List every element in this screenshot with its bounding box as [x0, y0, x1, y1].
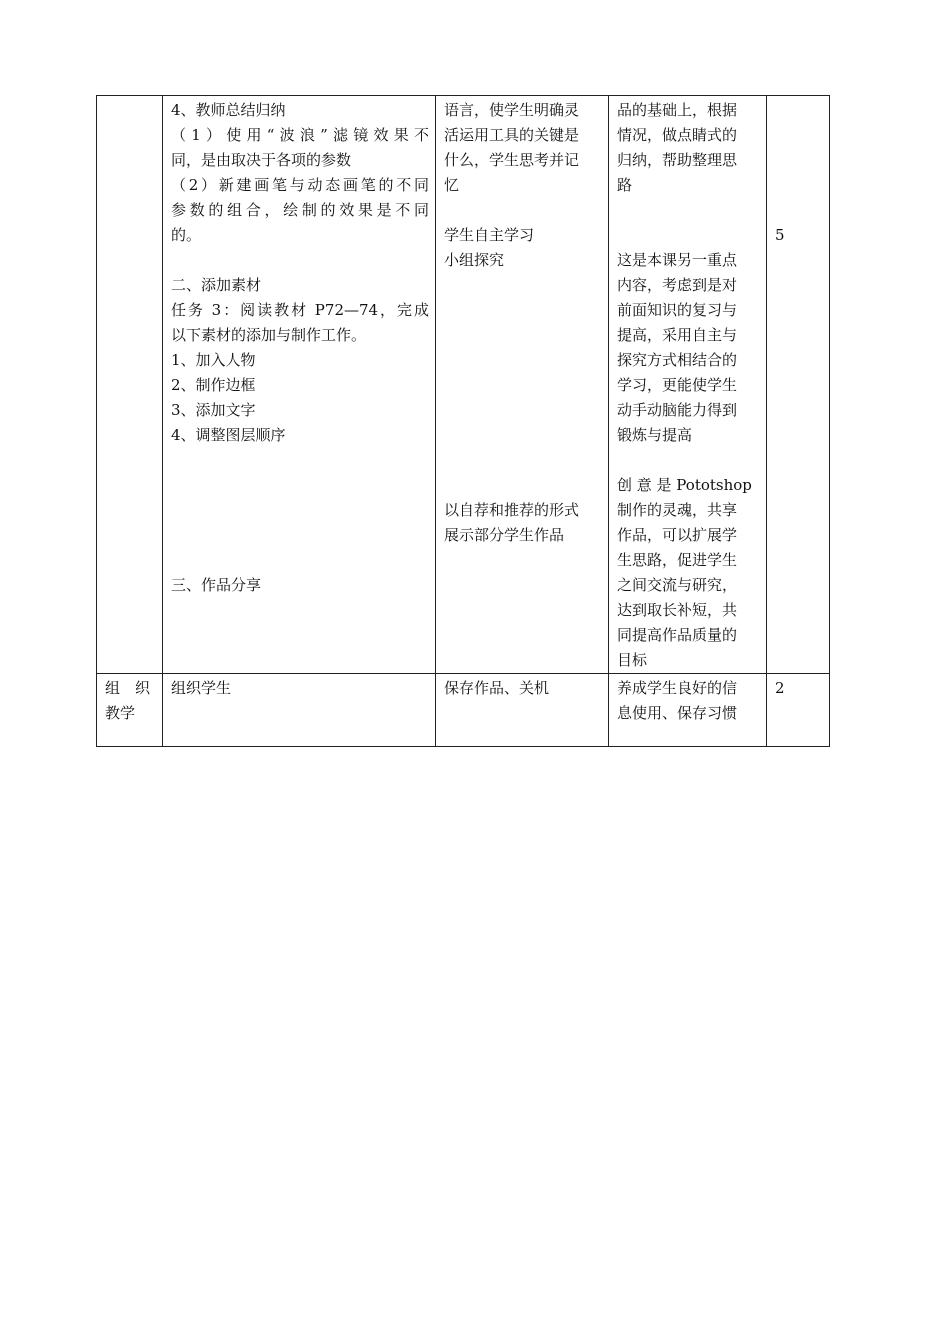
intent-line: 情况，做点睛式的 [617, 126, 738, 144]
time-cell: 5 [767, 96, 830, 674]
intent-line: 路 [617, 176, 633, 194]
activity-line: 语言，使学生明确灵 [444, 101, 580, 119]
intent-line: 制作的灵魂，共享 [617, 501, 738, 519]
activity-line: 活运用工具的关键是 [444, 126, 580, 144]
lesson-plan-table [96, 95, 830, 747]
content-line: 三、作品分享 [171, 576, 262, 594]
activity-line: 以自荐和推荐的形式 [444, 501, 580, 519]
table-row-summary [97, 96, 830, 674]
intent-line: 探究方式相结合的 [617, 351, 738, 369]
intent-line: 创 意 是 Pototshop [617, 476, 752, 494]
intent-line: 养成学生良好的信 [617, 679, 738, 697]
intent-line: 学习，更能使学生 [617, 376, 738, 394]
intent-line: 生思路，促进学生 [617, 551, 738, 569]
content-line: （1）使用“波浪”滤镜效果不 [171, 126, 429, 144]
activity-line: 小组探究 [444, 251, 505, 269]
activity-cell [436, 96, 609, 674]
intent-line: 这是本课另一重点 [617, 251, 738, 269]
content-cell [163, 96, 436, 674]
content-line: （2）新建画笔与动态画笔的不同 [171, 176, 429, 194]
content-line: 1、加入人物 [171, 351, 256, 369]
intent-line: 锻炼与提高 [617, 426, 693, 444]
intent-line: 同提高作品质量的 [617, 626, 738, 644]
intent-line: 作品，可以扩展学 [617, 526, 738, 544]
content-line: 以下素材的添加与制作工作。 [171, 326, 367, 344]
content-line: 2、制作边框 [171, 376, 256, 394]
intent-line: 目标 [617, 651, 648, 669]
intent-line: 内容，考虑到是对 [617, 276, 738, 294]
table-row-organize [97, 674, 830, 747]
activity-line: 忆 [444, 176, 460, 194]
content-line: 4、教师总结归纳 [171, 101, 286, 119]
content-line: 3、添加文字 [171, 401, 256, 419]
activity-cell: 保存作品、关机 [436, 674, 609, 747]
content-line: 的。 [171, 226, 202, 244]
intent-line: 达到取长补短，共 [617, 601, 738, 619]
stage-line: 教学 [105, 704, 136, 722]
content-line: 4、调整图层顺序 [171, 426, 286, 444]
intent-line: 息使用、保存习惯 [617, 704, 738, 722]
content-line: 二、添加素材 [171, 276, 262, 294]
intent-line: 动手动脑能力得到 [617, 401, 738, 419]
stage-cell [97, 674, 163, 747]
intent-line: 提高，采用自主与 [617, 326, 738, 344]
intent-line: 前面知识的复习与 [617, 301, 738, 319]
stage-line: 组 织 [105, 679, 151, 697]
intent-line: 归纳，帮助整理思 [617, 151, 738, 169]
content-line: 参数的组合，绘制的效果是不同 [171, 201, 429, 219]
activity-line: 学生自主学习 [444, 226, 535, 244]
stage-cell [97, 96, 163, 674]
intent-cell [609, 674, 767, 747]
intent-cell [609, 96, 767, 674]
intent-line: 之间交流与研究， [617, 576, 738, 594]
activity-line: 展示部分学生作品 [444, 526, 565, 544]
activity-line: 什么，学生思考并记 [444, 151, 580, 169]
intent-line: 品的基础上，根据 [617, 101, 738, 119]
content-line: 任务 3：阅读教材 P72—74，完成 [171, 301, 429, 319]
content-cell: 组织学生 [163, 674, 436, 747]
content-line: 同，是由取决于各项的参数 [171, 151, 352, 169]
time-cell: 2 [767, 674, 830, 747]
